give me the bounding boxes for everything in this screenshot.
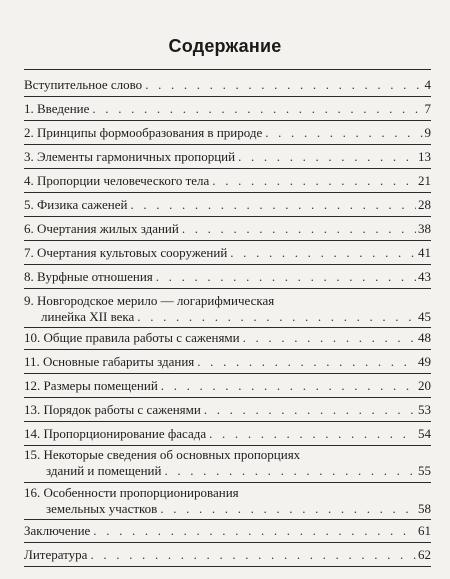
divider	[24, 69, 431, 70]
toc-entry-page: 55	[418, 463, 431, 478]
dot-leader	[243, 330, 416, 346]
toc-entry	[24, 485, 431, 517]
toc-entry-title: 9. Новгородское мерило — логарифмическая	[24, 293, 275, 308]
toc-entry-page: 54	[418, 426, 431, 441]
toc-entry	[24, 547, 431, 563]
dot-leader	[90, 547, 416, 563]
dot-leader	[209, 426, 416, 442]
toc-entry-title: Литература	[24, 547, 90, 563]
divider	[24, 264, 431, 265]
divider	[24, 519, 431, 520]
dot-leader	[182, 221, 416, 237]
toc-entry	[24, 101, 431, 117]
dot-leader	[197, 354, 416, 370]
divider	[24, 421, 431, 422]
toc-entry-title: 4. Пропорции человеческого тела	[24, 173, 212, 189]
divider	[24, 192, 431, 193]
dot-leader	[93, 523, 416, 539]
toc-entry	[24, 221, 431, 237]
toc-entry-page: 62	[418, 547, 431, 562]
dot-leader	[145, 77, 422, 93]
divider	[24, 482, 431, 483]
dot-leader	[164, 463, 416, 479]
toc-entry	[24, 77, 431, 93]
toc-entry	[24, 354, 431, 370]
divider	[24, 397, 431, 398]
toc-entry-page: 13	[418, 149, 431, 164]
divider	[24, 240, 431, 241]
dot-leader	[265, 125, 422, 141]
toc-entry-page: 48	[418, 330, 431, 345]
toc-entry-page: 4	[424, 77, 431, 92]
toc-entry	[24, 125, 431, 141]
toc-entry-title: 7. Очертания культовых сооружений	[24, 245, 230, 261]
toc-entry-title: 12. Размеры помещений	[24, 378, 161, 394]
toc-entry-page: 45	[418, 309, 431, 324]
toc-entry-page: 7	[424, 101, 431, 116]
dot-leader	[204, 402, 416, 418]
dot-leader	[230, 245, 416, 261]
toc-entry	[24, 523, 431, 539]
toc-entry	[24, 293, 431, 325]
dot-leader	[161, 378, 416, 394]
toc-entry-page: 61	[418, 523, 431, 538]
divider	[24, 373, 431, 374]
toc-entry-page: 53	[418, 402, 431, 417]
toc-entry-title-continued: линейка XII века	[41, 309, 137, 325]
toc-entry-page: 58	[418, 501, 431, 516]
toc-entry	[24, 269, 431, 285]
divider	[24, 327, 431, 328]
toc-entry-title: 5. Физика саженей	[24, 197, 130, 213]
divider	[24, 96, 431, 97]
divider	[24, 445, 431, 446]
toc-entry	[24, 426, 431, 442]
toc-entry-title: 15. Некоторые сведения об основных пропорциях	[24, 447, 301, 462]
toc-entry	[24, 149, 431, 165]
toc-entry	[24, 447, 431, 479]
toc-entry	[24, 173, 431, 189]
toc-entry-page: 43	[418, 269, 431, 284]
dot-leader	[137, 309, 416, 325]
dot-leader	[160, 501, 416, 517]
dot-leader	[238, 149, 416, 165]
toc-entry-title: 13. Порядок работы с саженями	[24, 402, 204, 418]
toc-entry-title-continued: земельных участков	[46, 501, 160, 517]
toc-entry-title: Заключение	[24, 523, 93, 539]
toc-entry	[24, 245, 431, 261]
toc-entry-page: 20	[418, 378, 431, 393]
toc-entry-title: 11. Основные габариты здания	[24, 354, 197, 370]
divider	[24, 216, 431, 217]
toc-entry-page: 28	[418, 197, 431, 212]
toc-entry-title: 1. Введение	[24, 101, 92, 117]
toc-entry-title: 10. Общие правила работы с саженями	[24, 330, 243, 346]
divider	[24, 566, 431, 567]
toc-entry-page: 21	[418, 173, 431, 188]
divider	[24, 542, 431, 543]
toc-entry	[24, 330, 431, 346]
toc-entry-title: 16. Особенности пропорционирования	[24, 485, 239, 500]
dot-leader	[92, 101, 422, 117]
divider	[24, 349, 431, 350]
toc-entry-page: 9	[424, 125, 431, 140]
dot-leader	[156, 269, 416, 285]
toc-entry-title: 6. Очертания жилых зданий	[24, 221, 182, 237]
divider	[24, 168, 431, 169]
toc-entry	[24, 378, 431, 394]
toc-entry-page: 41	[418, 245, 431, 260]
toc-entry-title: 14. Пропорционирование фасада	[24, 426, 209, 442]
divider	[24, 144, 431, 145]
toc-entry-page: 38	[418, 221, 431, 236]
dot-leader	[130, 197, 416, 213]
toc-entry-title: 8. Вурфные отношения	[24, 269, 156, 285]
toc-entry-title: 2. Принципы формообразования в природе	[24, 125, 265, 141]
toc-entry	[24, 402, 431, 418]
divider	[24, 288, 431, 289]
toc-entry	[24, 197, 431, 213]
toc-entry-title-continued: зданий и помещений	[46, 463, 164, 479]
divider	[24, 120, 431, 121]
toc-entry-page: 49	[418, 354, 431, 369]
dot-leader	[212, 173, 416, 189]
toc-entry-title: 3. Элементы гармоничных пропорций	[24, 149, 238, 165]
page-title: Содержание	[168, 36, 282, 56]
toc-entry-title: Вступительное слово	[24, 77, 145, 93]
